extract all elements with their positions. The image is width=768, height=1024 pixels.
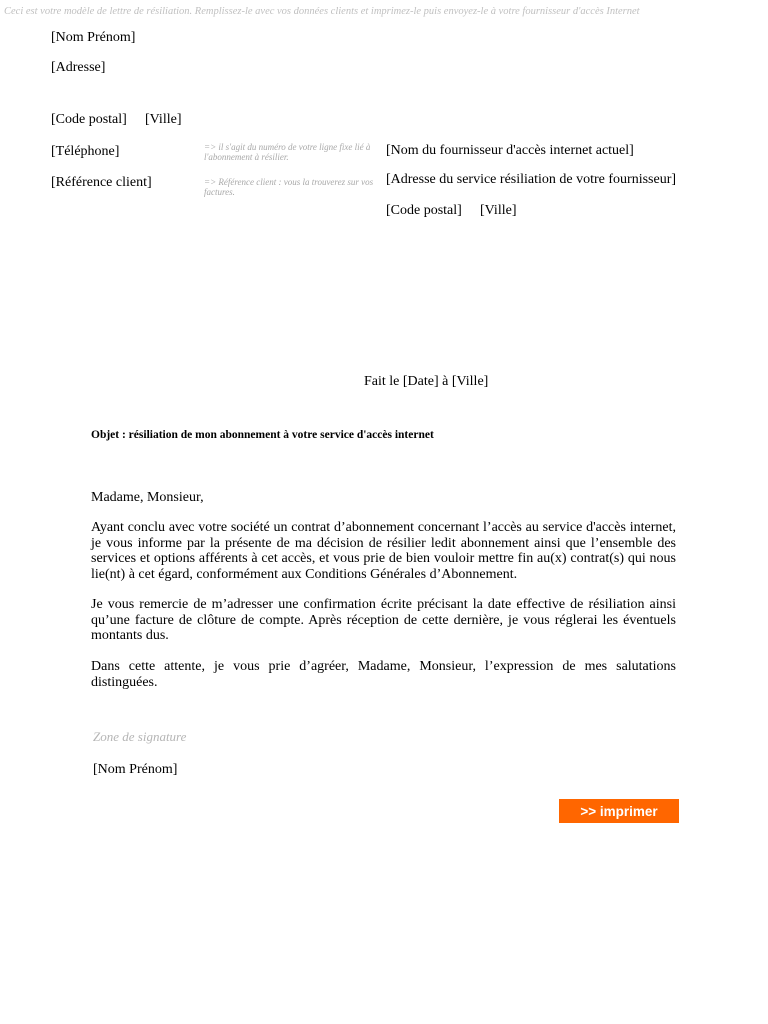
sender-client-ref: [Référence client] [51, 175, 152, 190]
body-paragraph-2: Je vous remercie de m’adresser une confirmation écrite précisant la date effective de résiliation ainsi qu’une facture de clôture de compte. Après réception de cette dernière, je vous réglerai les éventuels montants dus. [91, 597, 676, 643]
recipient-postal-code: [Code postal] [386, 203, 462, 218]
client-ref-hint: => Référence client : vous la trouverez sur vos factures. [204, 177, 374, 197]
print-button[interactable]: >> imprimer [559, 799, 679, 823]
phone-hint: => il s'agit du numéro de votre ligne fixe lié à l'abonnement à résilier. [204, 142, 371, 162]
sender-postal-code: [Code postal] [51, 112, 127, 127]
body-paragraph-3: Dans cette attente, je vous prie d’agréer, Madame, Monsieur, l’expression de mes salutations distinguées. [91, 659, 676, 690]
letter-subject: Objet : résiliation de mon abonnement à votre service d'accès internet [91, 429, 434, 441]
signature-zone: Zone de signature [93, 729, 187, 744]
recipient-city: [Ville] [480, 203, 517, 218]
signature-name: [Nom Prénom] [93, 762, 178, 777]
recipient-provider-address: [Adresse du service résiliation de votre fournisseur] [386, 172, 677, 187]
recipient-provider-name: [Nom du fournisseur d'accès internet actuel] [386, 143, 634, 158]
salutation: Madame, Monsieur, [91, 490, 204, 505]
template-banner: Ceci est votre modèle de lettre de résiliation. Remplissez-le avec vos données clients et imprimez-le puis envoyez-le à votre fournisseur d'accès Internet [4, 6, 640, 17]
body-paragraph-1: Ayant conclu avec votre société un contrat d’abonnement concernant l’accès au service d'accès internet, je vous informe par la présente de ma décision de résilier ledit abonnement ainsi que l’ensemble des services et options afférents à cet accès, et vous prie de bien vouloir mettre fin au(x) contrat(s) qui nous lie(nt) à cet égard, conformément aux Conditions Générales d’Abonnement. [91, 520, 676, 582]
sender-name: [Nom Prénom] [51, 30, 136, 45]
sender-city: [Ville] [145, 112, 182, 127]
date-place-line: Fait le [Date] à [Ville] [364, 374, 489, 389]
sender-address: [Adresse] [51, 60, 106, 75]
sender-phone: [Téléphone] [51, 144, 120, 159]
